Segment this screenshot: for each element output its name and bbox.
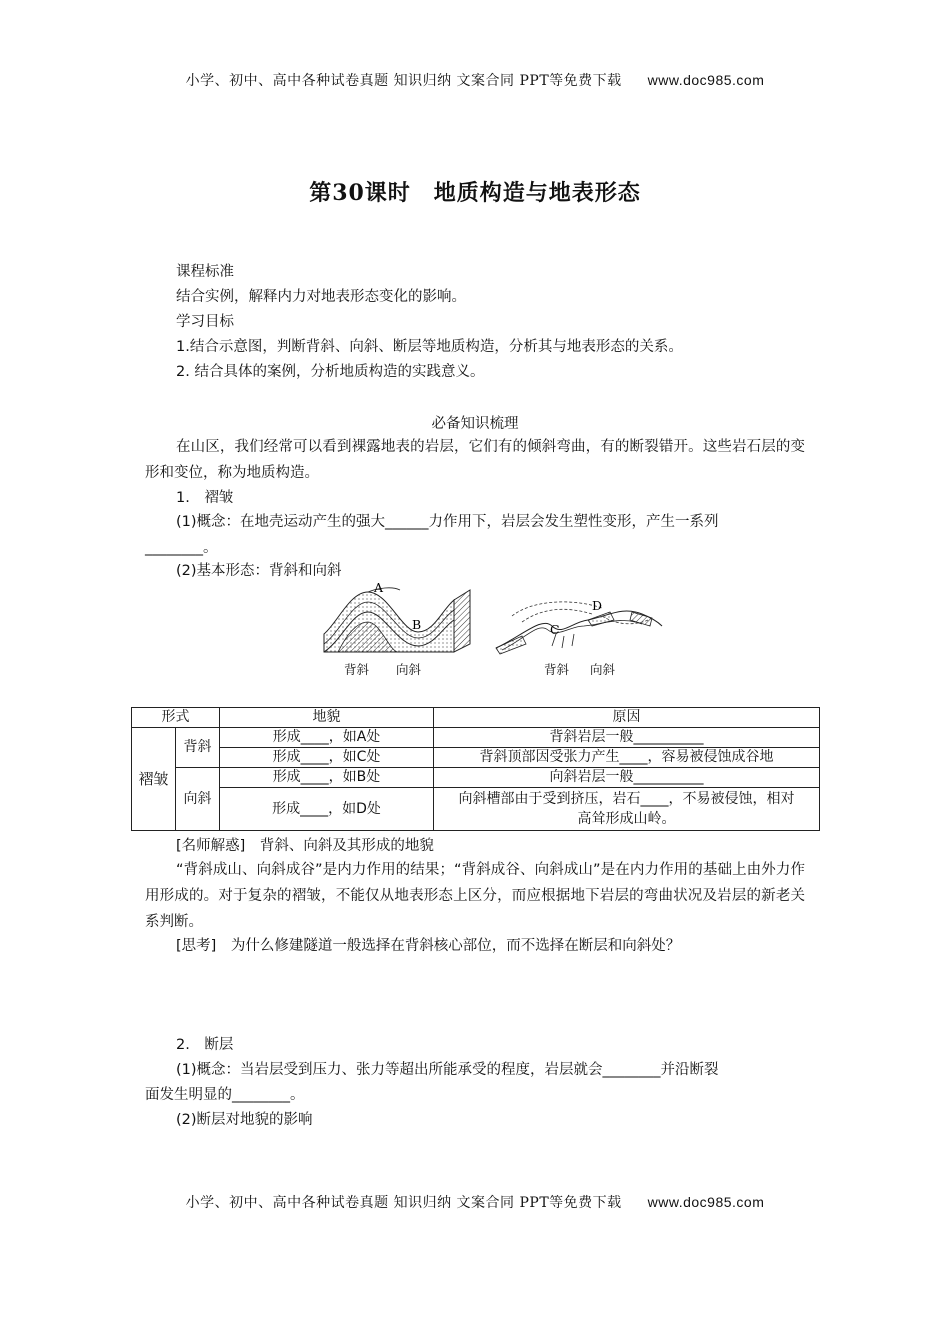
fault-effect: (2)断层对地貌的影响 bbox=[176, 1112, 313, 1128]
page-title: 第30课时 地质构造与地表形态 bbox=[309, 180, 641, 206]
table-row bbox=[132, 728, 820, 748]
diagram-label-D: D bbox=[592, 598, 603, 613]
table-header-landform: 地貌 bbox=[220, 708, 434, 728]
table-type-anticline: 背斜 bbox=[176, 728, 220, 768]
footer-site-link[interactable]: www.doc985.com bbox=[647, 1194, 765, 1210]
header-text: 小学、初中、高中各种试卷真题 知识归纳 文案合同 PPT等免费下载 bbox=[185, 73, 622, 89]
table-row bbox=[132, 748, 820, 768]
table-cell-landform: 形成____，如B处 bbox=[220, 768, 434, 788]
table-cell-landform: 形成____，如D处 bbox=[220, 788, 434, 831]
fault-concept-line2: 面发生明显的________。 bbox=[145, 1087, 305, 1103]
table-cell-cause: 向斜岩层一般__________ bbox=[434, 768, 820, 788]
page-footer bbox=[0, 1192, 950, 1212]
diagram-label-C: C bbox=[550, 622, 560, 637]
fold-concept-line2: ________。 bbox=[145, 540, 218, 556]
footer-text: 小学、初中、高中各种试卷真题 知识归纳 文案合同 PPT等免费下载 bbox=[185, 1195, 622, 1211]
left-caption-anticline: 背斜 bbox=[344, 662, 370, 677]
fold-landform-table bbox=[131, 707, 820, 831]
intro-paragraph: 在山区，我们经常可以看到裸露地表的岩层，它们有的倾斜弯曲，有的断裂错开。这些岩石层的变形和变位，称为地质构造。 bbox=[145, 439, 805, 481]
standard-text: 结合实例，解释内力对地表形态变化的影响。 bbox=[176, 289, 466, 305]
table-cell-cause: 背斜岩层一般__________ bbox=[434, 728, 820, 748]
table-cell-cause: 背斜顶部因受张力产生____，容易被侵蚀成谷地 bbox=[434, 748, 820, 768]
left-caption-syncline: 向斜 bbox=[396, 662, 422, 677]
table-cell-landform: 形成____，如A处 bbox=[220, 728, 434, 748]
table-header-cause: 原因 bbox=[434, 708, 820, 728]
right-caption-anticline: 背斜 bbox=[544, 662, 570, 677]
fold-heading: 1. 褶皱 bbox=[176, 490, 234, 506]
fault-heading: 2. 断层 bbox=[176, 1037, 234, 1053]
diagram-label-A: A bbox=[374, 582, 384, 595]
goals-heading: 学习目标 bbox=[176, 314, 234, 330]
table-group-fold: 褶皱 bbox=[132, 728, 176, 831]
fold-profile-diagram bbox=[492, 596, 664, 660]
diagram-label-B: B bbox=[412, 617, 422, 632]
table-row bbox=[132, 788, 820, 831]
fold-block-diagram bbox=[318, 582, 478, 654]
table-header-form: 形式 bbox=[132, 708, 220, 728]
goal-item-1: 1.结合示意图，判断背斜、向斜、断层等地质构造，分析其与地表形态的关系。 bbox=[176, 339, 683, 355]
header-site-link[interactable]: www.doc985.com bbox=[647, 72, 765, 88]
fold-forms: (2)基本形态：背斜和向斜 bbox=[176, 563, 342, 579]
right-caption-syncline: 向斜 bbox=[590, 662, 616, 677]
teacher-note-heading: [名师解惑] 背斜、向斜及其形成的地貌 bbox=[176, 838, 434, 854]
fault-concept-line1: (1)概念：当岩层受到压力、张力等超出所能承受的程度，岩层就会________并沿断裂 bbox=[176, 1062, 719, 1078]
table-type-syncline: 向斜 bbox=[176, 768, 220, 831]
table-row bbox=[132, 768, 820, 788]
table-cell-landform: 形成____，如C处 bbox=[220, 748, 434, 768]
standard-heading: 课程标准 bbox=[176, 264, 234, 280]
goal-item-2: 2. 结合具体的案例，分析地质构造的实践意义。 bbox=[176, 364, 485, 380]
teacher-note-text: “背斜成山、向斜成谷”是内力作用的结果；“背斜成谷、向斜成山”是在内力作用的基础上由外力作用形成的。对于复杂的褶皱，不能仅从地表形态上区分，而应根据地下岩层的弯曲状况及岩层的新老关系判断。 bbox=[145, 862, 805, 930]
think-question: [思考] 为什么修建隧道一般选择在背斜核心部位，而不选择在断层和向斜处？ bbox=[176, 938, 681, 954]
section-title: 必备知识梳理 bbox=[431, 416, 519, 432]
table-cell-cause: 向斜槽部由于受到挤压，岩石____，不易被侵蚀，相对高耸形成山岭。 bbox=[434, 788, 820, 831]
fold-concept-line1: (1)概念：在地壳运动产生的强大______力作用下，岩层会发生塑性变形，产生一系列 bbox=[176, 514, 719, 530]
page-header bbox=[0, 70, 950, 90]
table-header-row bbox=[132, 708, 820, 728]
